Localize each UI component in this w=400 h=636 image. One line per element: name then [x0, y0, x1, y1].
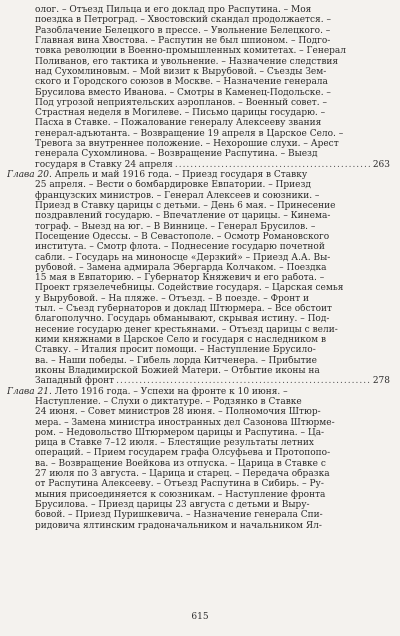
toc-line: генерал-адъютанта. – Возвращение 19 апреля в Царское Село. – — [35, 128, 344, 139]
toc-line: рица в Ставке 7–12 июля. – Блестящие результаты летних — [35, 438, 314, 449]
toc-line: ва. – Возвращение Воейкова из отпуска. – Царица в Ставке с — [35, 458, 326, 469]
toc-line: Брусилова вместо Иванова. – Смотры в Каменец-Подольске. – — [35, 87, 331, 98]
toc-line: иконы Владимирской Божией Матери. – Отбытие иконы на — [35, 365, 320, 376]
toc-line: несение государю денег крестьянами. – Отъезд царицы с вели- — [35, 324, 338, 335]
toc-line: Посещение Одессы. – В Севастополе. – Осмотр Романовского — [35, 231, 330, 242]
toc-line: Проект грязелечебницы. Содействие государя. – Царская семья — [35, 283, 344, 294]
toc-line: мера. – Замена министра иностранных дел Сазонова Штюрме- — [35, 417, 335, 428]
toc-page-number: 263 — [372, 159, 390, 170]
dot-leader — [116, 376, 371, 386]
chapter-label: Глава 21. — [7, 386, 52, 397]
toc-line: товка революции в Военно-промышленных комитетах. – Генерал — [35, 46, 346, 57]
toc-line: кими княжнами в Царское Село и государя с наследником в — [35, 335, 327, 345]
toc-line: тыл. – Съезд губернаторов и доклад Штюрмера. – Все обстоит — [35, 304, 332, 315]
toc-line: Лето 1916 года. – Успехи на фронте к 10 июня. – — [54, 386, 288, 397]
toc-line: поездка в Петроград. – Хвостовский скандал продолжается. – — [35, 15, 331, 26]
toc-line: Приезд в Ставку царицы с детьми. – День 6 мая. – Принесение — [35, 200, 336, 211]
toc-line: французских министров. – Генерал Алексеев и союзники. – — [35, 190, 320, 201]
toc-line: Поливанов, его тактика и увольнение. – Назначение следствия — [35, 56, 339, 67]
toc-line: Разоблачение Белецкого в прессе. – Увольнение Белецкого. – — [35, 25, 331, 36]
toc-line: Тревога за внутреннее положение. – Нехорошие слухи. – Арест — [35, 139, 339, 150]
toc-line: олог. – Отъезд Пильца и его доклад про Распутина. – Моя — [35, 5, 312, 15]
toc-line: ридовича ялтинским градоначальником и начальником Ял- — [35, 520, 322, 531]
toc-entry-end — [7, 160, 390, 170]
toc-line: 24 июня. – Совет министров 28 июня. – Полномочия Штюр- — [35, 407, 321, 418]
toc-line: Западный фронт — [35, 376, 115, 387]
toc-line: ром. – Недовольство Штюрмером царицы и Распутина. – Ца- — [35, 427, 325, 438]
toc-chapter-heading — [7, 170, 390, 180]
toc-line: Брусилова. – Приезд царицы 23 августа с детьми и Выру- — [35, 500, 310, 510]
toc-line: института. – Смотр флота. – Поднесение государю почетной — [35, 242, 325, 253]
toc-line: ва. – Наши победы. – Гибель лорда Китченера. – Прибытие — [35, 355, 317, 366]
toc-line: ского и Городского союзов в Москве. – Назначение генерала — [35, 77, 328, 88]
toc-line: поздравлений государю. – Впечатление от царицы. – Кинема- — [35, 211, 331, 222]
toc-line: рубовой. – Замена адмирала Эбергарда Колчаком. – Поездка — [35, 262, 327, 273]
toc-line: над Сухомлиновым. – Мой визит к Вырубовой. – Съезды Зем- — [35, 66, 327, 77]
toc-line: Ставку. – Италия просит помощи. – Наступление Брусило- — [35, 345, 316, 356]
toc-line: сабли. – Государь на миноносце «Дерзкий» – Приезд А.А. Вы- — [35, 252, 331, 263]
toc-line: тограф. – Выезд на юг. – В Виннице. – Генерал Брусилов. – — [35, 221, 316, 232]
table-of-contents — [7, 5, 390, 531]
toc-line: 15 мая в Евпаторию. – Губернатор Княжевич и его работа. – — [35, 273, 325, 284]
toc-line: Апрель и май 1916 года. – Приезд государя в Ставку — [54, 170, 308, 180]
toc-line: генерала Сухомлинова. – Возвращение Распутина. – Выезд — [35, 149, 318, 160]
toc-line: 27 июля по 3 августа. – Царица и старец. – Передача образка — [35, 469, 330, 480]
toc-line: Пасха в Ставке. – Пожалование генералу Алексееву звания — [35, 118, 322, 129]
toc-line: Под угрозой неприятельских аэропланов. – Военный совет. – — [35, 97, 327, 108]
toc-chapter-heading — [7, 387, 390, 397]
toc-line: мыния присоединяется к союзникам. – Наступление фронта — [35, 489, 326, 500]
page-number: 615 — [191, 612, 209, 622]
toc-page-number: 278 — [372, 376, 390, 387]
toc-line: 25 апреля. – Вести о бомбардировке Евпатории. – Приезд — [35, 180, 311, 191]
toc-line: у Вырубовой. – На пляже. – Отъезд. – В поезде. – Фронт и — [35, 293, 310, 304]
chapter-label: Глава 20. — [7, 170, 52, 180]
toc-line: Страстная неделя в Могилеве. – Письмо царицы государю. – — [35, 108, 326, 119]
toc-line: бовой. – Приезд Пуришкевича. – Назначение генерала Спи- — [35, 510, 323, 521]
toc-line: операций. – Прием государем графа Олсуфьева и Протопопо- — [35, 448, 331, 459]
toc-line: государя в Ставку 24 апреля — [35, 159, 173, 170]
toc-line: Наступление. – Слухи о диктатуре. – Родзянко в Ставке — [35, 396, 302, 407]
toc-line: Главная вина Хвостова. – Распутин не был шпионом. – Подго- — [35, 35, 331, 46]
toc-line: благополучно. Государь обманывают, скрывая истину. – Под- — [35, 314, 330, 325]
dot-leader — [175, 160, 371, 170]
toc-line: от Распутина Алексееву. – Отъезд Распутина в Сибирь. – Ру- — [35, 479, 324, 490]
toc-entry-end — [7, 376, 390, 386]
